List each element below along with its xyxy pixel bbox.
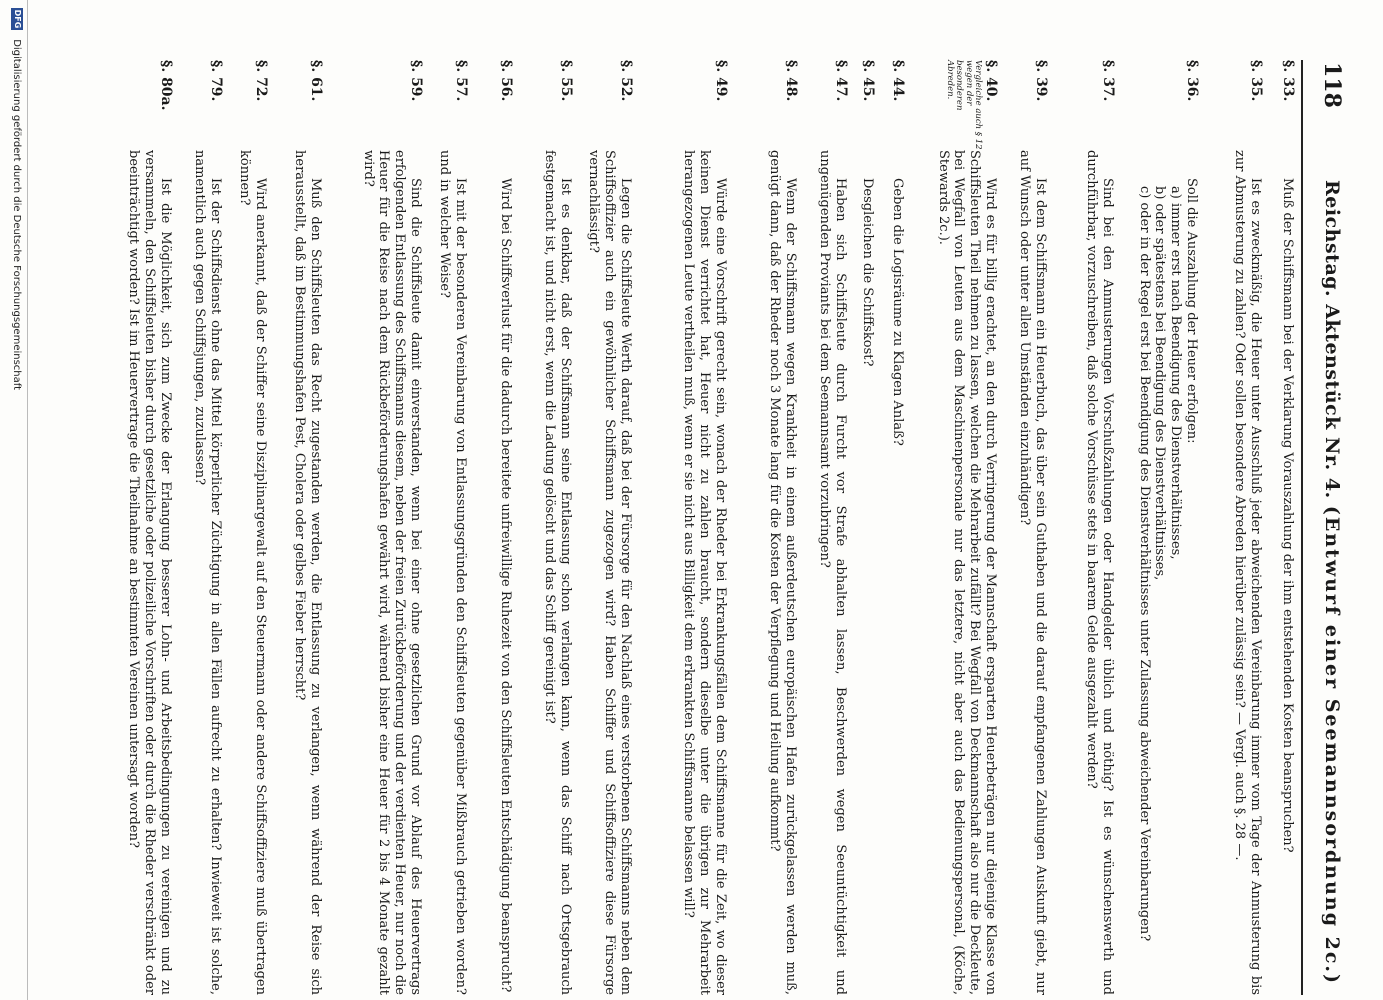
section-number-label: §. 52. bbox=[618, 60, 634, 102]
section-question: Ist mit der besonderen Vereinbarung von Entlassungsgründen den Schiffsleuten gegenüber Mißbrauch getrieben worden? und in welcher Weise? bbox=[437, 150, 468, 995]
section-number bbox=[859, 60, 875, 150]
section-number-label: §. 80a. bbox=[158, 60, 174, 111]
paragraph-section bbox=[1279, 60, 1295, 995]
section-question: Wird bei Schiffsverlust für die dadurch bereitete unfreiwillige Ruhezeit von den Schiffsleuten Entschädigung beansprucht? bbox=[498, 178, 513, 993]
dfg-logo-icon: DFG bbox=[13, 9, 22, 29]
paragraph-section bbox=[889, 60, 905, 995]
section-question: Wenn der Schiffsmann wegen Krankheit in einem außerdeutschen europäischen Hafen zurückgelassen werden muß, genügt dann, daß der Rheder noch 3 Monate lang für die Kosten der Verpflegung und Heilung aufkommt? bbox=[767, 150, 798, 995]
section-text bbox=[236, 150, 268, 995]
paragraph-section bbox=[360, 60, 423, 995]
paragraph-section bbox=[859, 60, 875, 995]
section-question: Muß den Schiffsleuten das Recht zugestanden werden, die Entlassung zu verlangen, wenn während der Reise sich herausstellt, daß im Bestimmungshafen Pest, Cholera oder gelbes Fieber herrscht? bbox=[292, 150, 323, 995]
section-text bbox=[816, 150, 848, 995]
section-number-label: §. 44. bbox=[890, 60, 906, 102]
section-number-label: §. 33. bbox=[1280, 60, 1296, 102]
section-question: Wird es für billig erachtet, an den durch Verringerung der Mannschaft ersparten Heuerbeträgen nur diejenige Klasse von Schiffsleuten Theil nehmen zu lassen, welchen die Mehrarbeit zufällt? Bei Wegfall von Deckmannschaft also nur die Deckleute, bei Wegfall von Leuten aus dem Maschinenpersonale nur das letztere, nicht aber auch das Bedienungspersonal, (Köche, Stewards 2c.). bbox=[935, 150, 998, 995]
section-number-label: §. 57. bbox=[453, 60, 469, 102]
section-number-label: §. 37. bbox=[1100, 60, 1116, 102]
section-number bbox=[586, 60, 633, 150]
section-number-label: §. 72. bbox=[253, 60, 269, 102]
section-text bbox=[586, 150, 633, 995]
section-text bbox=[681, 150, 728, 995]
section-number-label: §. 61. bbox=[308, 60, 324, 102]
section-sub-item: a) immer erst nach Beendigung des Dienstverhältnisses, bbox=[1168, 186, 1184, 560]
section-number-label: §. 59. bbox=[408, 60, 424, 102]
paragraph-section bbox=[236, 60, 268, 995]
section-text bbox=[1279, 150, 1295, 995]
section-number bbox=[436, 60, 468, 150]
section-text bbox=[1231, 150, 1263, 995]
paragraph-section bbox=[1231, 60, 1263, 995]
section-number bbox=[1136, 60, 1199, 150]
page-number: 118 bbox=[1319, 62, 1345, 108]
header-title: (Entwurf einer Seemannsordnung 2c.) bbox=[1321, 505, 1343, 986]
section-sub-item: c) oder in der Regel erst bei Beendigung des Dienstverhältnisses unter Zulassung abweichender Vereinbarungen? bbox=[1136, 186, 1152, 942]
section-question: Desgleichen die Schiffskost? bbox=[860, 178, 875, 367]
section-text bbox=[291, 150, 323, 995]
section-text bbox=[191, 150, 223, 995]
section-question: Haben sich Schiffsleute durch Furcht vor Strafe abhalten lassen, Beschwerden wegen Seeuntüchtigkeit und ungenügenden Proviants bei dem Seemannsamt vorzubringen? bbox=[817, 150, 848, 995]
digitization-footer bbox=[6, 0, 28, 1000]
header-rule bbox=[1301, 60, 1303, 995]
section-text bbox=[1016, 150, 1048, 995]
section-number-label: §. 40. bbox=[983, 60, 999, 102]
section-number-label: §. 36. bbox=[1184, 60, 1200, 102]
section-number-label: §. 45. bbox=[860, 60, 876, 102]
section-text bbox=[541, 150, 573, 995]
section-number bbox=[681, 60, 728, 150]
section-text bbox=[360, 150, 423, 995]
section-number bbox=[766, 60, 798, 150]
section-number-label: §. 49. bbox=[713, 60, 729, 102]
paragraph-section bbox=[1083, 60, 1115, 995]
section-number bbox=[191, 60, 223, 150]
paragraph-section bbox=[681, 60, 728, 995]
section-number bbox=[291, 60, 323, 150]
section-question: Geben die Logisräume zu Klagen Anlaß? bbox=[890, 178, 905, 446]
section-number bbox=[889, 60, 905, 150]
paragraph-section bbox=[541, 60, 573, 995]
section-number bbox=[126, 60, 173, 150]
section-number-label: §. 55. bbox=[558, 60, 574, 102]
section-number bbox=[360, 60, 423, 150]
section-question: Wird anerkannt, daß der Schiffer seine Disziplinargewalt auf den Steuermann oder andere Schiffsoffiziere muß übertragen können? bbox=[237, 150, 268, 995]
section-number bbox=[1083, 60, 1115, 150]
paragraph-section bbox=[291, 60, 323, 995]
section-number bbox=[236, 60, 268, 150]
paragraph-section bbox=[816, 60, 848, 995]
section-question: Ist es denkbar, daß der Schiffsmann seine Entlassung schon verlangen kann, wenn das Schiff nach Ortsgebrauch festgemacht ist, und nicht erst, wenn die Ladung gelöscht und das Schiff gereinigt ist? bbox=[542, 150, 573, 995]
paragraph-section bbox=[497, 60, 513, 995]
section-margin-note: Vergleiche auch § 12 wegen der besonderen Abreden. bbox=[944, 60, 984, 150]
section-number-label: §. 48. bbox=[783, 60, 799, 102]
section-number-label: §. 39. bbox=[1033, 60, 1049, 102]
paragraph-section bbox=[766, 60, 798, 995]
section-question: Ist die Möglichkeit, sich zum Zwecke der Erlangung besserer Lohn- und Arbeitsbedingungen zu vereinigen und zu versammeln, den Schiffsleuten bisher durch gesetzliche oder polizeiliche Vorschriften oder durch die Rheder verschränkt oder beeinträchtigt worden? Ist im Heuervertrage die Theilnahme an bestimmten Vereinen untersagt worden? bbox=[126, 150, 173, 995]
footer-text: Digitalisierung gefördert durch die Deutsche Forschungsgemeinschaft bbox=[11, 39, 22, 391]
header-prefix: Reichstag. Aktenstück Nr. 4. bbox=[1321, 180, 1343, 499]
section-question: Soll die Auszahlung der Heuer erfolgen: bbox=[1184, 178, 1199, 444]
section-text bbox=[126, 150, 173, 995]
section-text bbox=[1083, 150, 1115, 995]
paragraph-section bbox=[436, 60, 468, 995]
section-question: Ist es zweckmäßig, die Heuer unter Ausschluß jeder abweichenden Vereinbarung immer vom Tage der Anmusterung bis zur Abmusterung zu zahlen? Oder sollen besondere Abreden hierüber zulässig sein? — Vergl. auch §. 28 —. bbox=[1232, 150, 1263, 995]
section-question: Würde eine Vorschrift gerecht sein, wonach der Rheder bei Erkrankungsfällen dem Schiffsmanne für die Zeit, wo dieser keinen Dienst verrichtet hat, Heuer nicht zu zahlen braucht, sondern dieselbe unter die übrigen zur Mehrarbeit herangezogenen Leute vertheilen muß, wenn er sie nicht aus Billigkeit dem erkrankten Schiffsmanne belassen will? bbox=[681, 150, 728, 995]
section-number bbox=[816, 60, 848, 150]
section-text bbox=[1136, 150, 1199, 995]
page-header bbox=[1321, 180, 1343, 995]
section-number bbox=[1231, 60, 1263, 150]
section-number bbox=[1016, 60, 1048, 150]
paragraph-section bbox=[191, 60, 223, 995]
section-number-label: §. 79. bbox=[208, 60, 224, 102]
section-question: Sind die Schiffsleute damit einverstanden, wenn bei einer ohne gesetzlichen Grund vor Ablauf des Heuervertrags erfolgenden Entlassung des Schiffsmanns diesem, neben der freien Zurückbeförderung und der verdienten Heuer, nur noch die Heuer für die Reise nach dem Rückbeförderungshafen gewährt wird, während bisher eine Heuer für 2 bis 4 Monate gezahlt wird? bbox=[360, 150, 423, 995]
section-number bbox=[1279, 60, 1295, 150]
paragraph-section bbox=[1016, 60, 1048, 995]
section-question: Muß der Schiffsmann bei der Verklarung Vorauszahlung der ihm entstehenden Kosten beanspruchen? bbox=[1280, 178, 1295, 853]
paragraph-section bbox=[935, 60, 998, 995]
section-text bbox=[497, 150, 513, 995]
section-question: Ist dem Schiffsmann ein Heuerbuch, das über sein Guthaben und die darauf empfangenen Zahlungen Auskunft giebt, nur auf Wunsch oder unter allen Umständen einzuhändigen? bbox=[1017, 150, 1048, 995]
section-number bbox=[541, 60, 573, 150]
section-number bbox=[497, 60, 513, 150]
section-text bbox=[436, 150, 468, 995]
section-text bbox=[766, 150, 798, 995]
section-question: Sind bei den Anmusterungen Vorschußzahlungen oder Handgelder üblich und nöthig? Ist es wünschenswerth und durchführbar, vorzuschreiben, daß solche Vorschüsse stets in baarem Gelde ausgezahlt werden? bbox=[1084, 150, 1115, 995]
paragraph-section bbox=[126, 60, 173, 995]
section-question: Legen die Schiffsleute Werth darauf, daß bei der Fürsorge für den Nachlaß eines verstorbenen Schiffsmanns neben dem Schiffsoffizier auch ein gewöhnlicher Schiffsmann zugezogen wird? Haben Schiffer und Schiffsoffiziere diese Fürsorge vernachlässigt? bbox=[586, 150, 633, 995]
section-number-label: §. 47. bbox=[833, 60, 849, 102]
section-number bbox=[935, 60, 998, 150]
section-text bbox=[859, 150, 875, 995]
paragraph-section bbox=[1136, 60, 1199, 995]
section-number-label: §. 35. bbox=[1248, 60, 1264, 102]
section-number-label: §. 56. bbox=[498, 60, 514, 102]
section-text bbox=[889, 150, 905, 995]
section-sub-item: b) oder spätestens bei Beendigung des Dienstverhältnisses, bbox=[1152, 186, 1168, 581]
section-question: Ist der Schiffsdienst ohne das Mittel körperlicher Züchtigung in allen Fällen aufrecht zu erhalten? Inwieweit ist solche, namentlich auch gegen Schiffsjungen, zuzulassen? bbox=[192, 150, 223, 995]
paragraph-section bbox=[586, 60, 633, 995]
section-text bbox=[935, 150, 998, 995]
